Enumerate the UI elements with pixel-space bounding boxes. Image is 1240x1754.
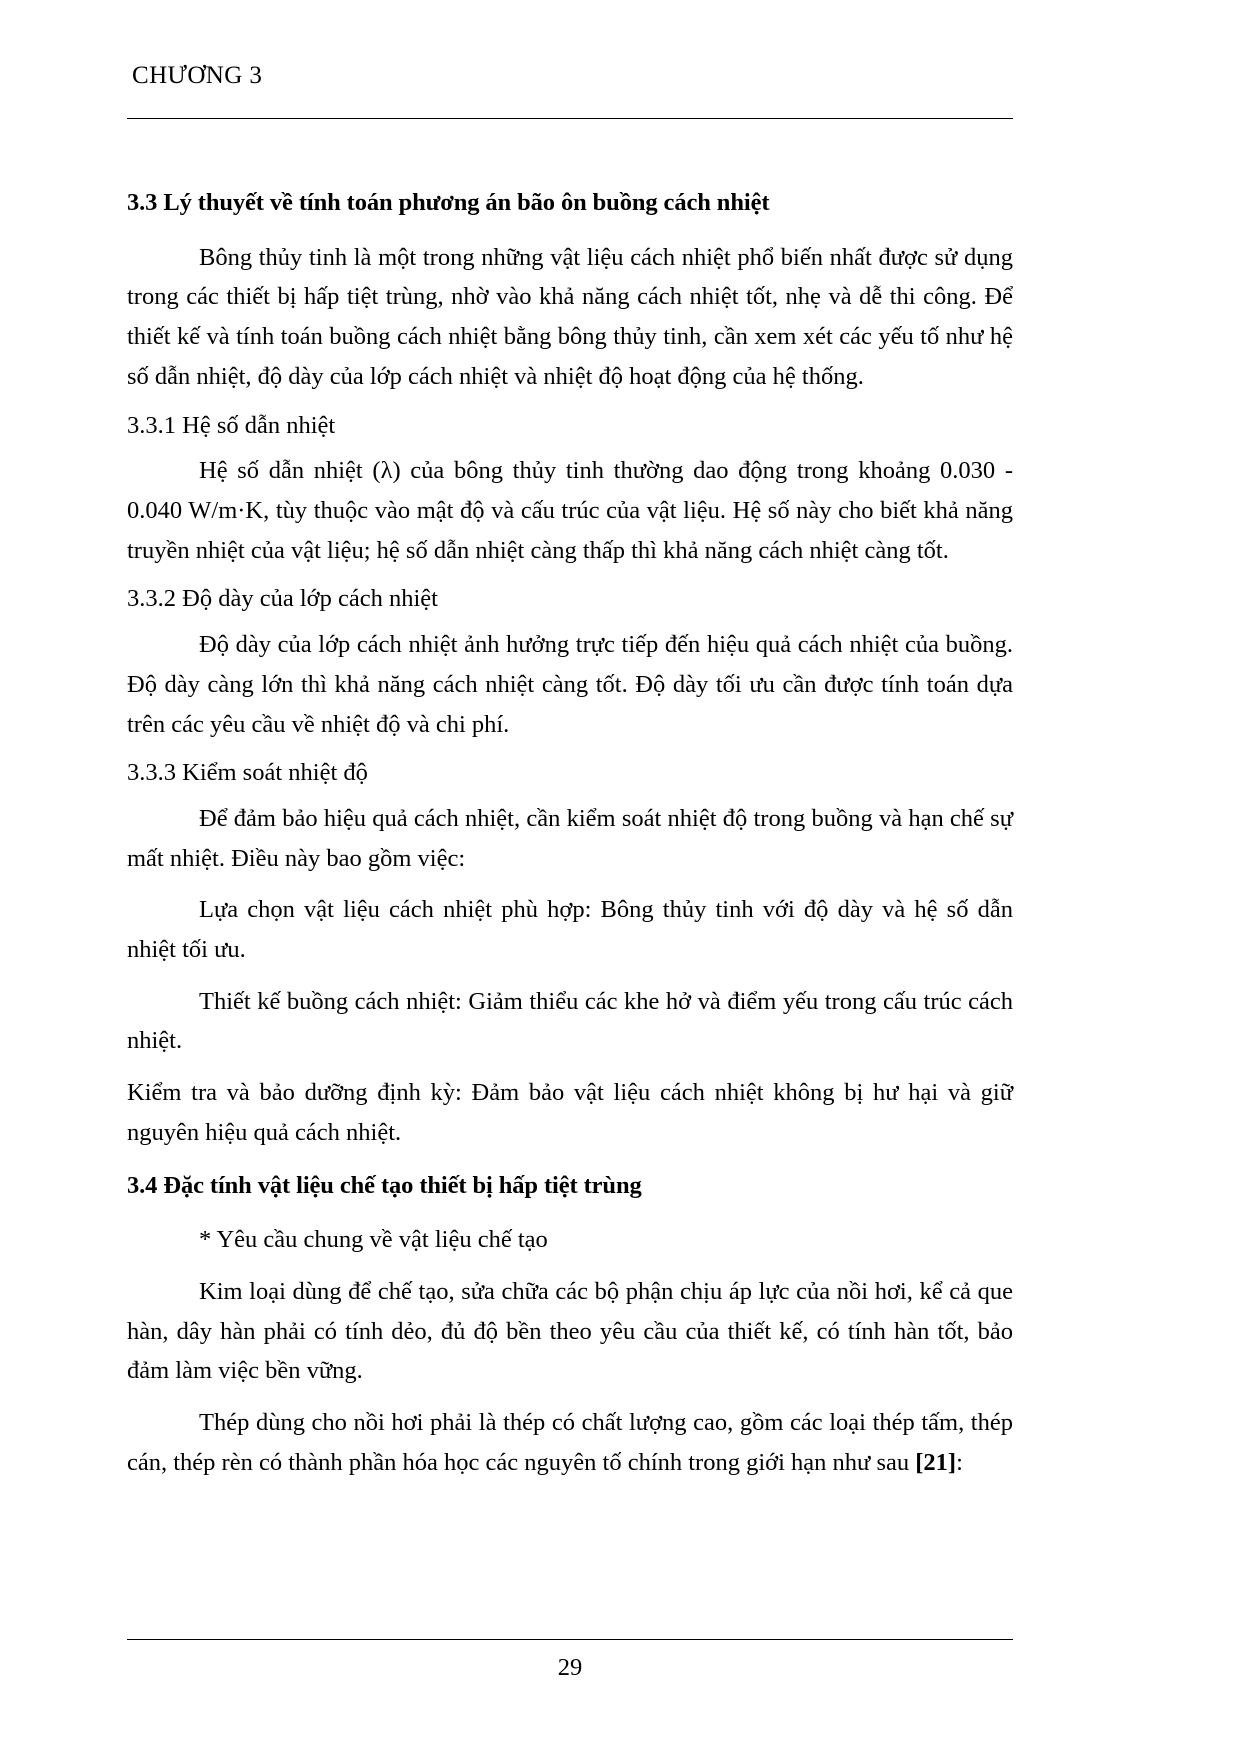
paragraph-control-item-maintenance: Kiểm tra và bảo dưỡng định kỳ: Đảm bảo vật liệu cách nhiệt không bị hư hại và giữ nguyên hiệu quả cách nhiệt. (127, 1079, 1013, 1146)
page-content (127, 0, 1013, 1754)
body-text-block (127, 186, 1013, 1489)
running-header-chapter: CHƯƠNG 3 (132, 62, 263, 89)
paragraph-section-3-3-1: Hệ số dẫn nhiệt (λ) của bông thủy tinh thường dao động trong khoảng 0.030 - 0.040 W/m·K, tùy thuộc vào mật độ và cấu trúc của vật liệu. Hệ số này cho biết khả năng truyền nhiệt của vật liệu; hệ số dẫn nhiệt càng thấp thì khả năng cách nhiệt càng tốt. (127, 457, 1013, 564)
paragraph-section-3-3-intro: Bông thủy tinh là một trong những vật liệu cách nhiệt phổ biến nhất được sử dụng trong các thiết bị hấp tiệt trùng, nhờ vào khả năng cách nhiệt tốt, nhẹ và dễ thi công. Để thiết kế và tính toán buồng cách nhiệt bằng bông thủy tinh, cần xem xét các yếu tố như hệ số dẫn nhiệt, độ dày của lớp cách nhiệt và nhiệt độ hoạt động của hệ thống. (127, 243, 1013, 390)
paragraph-section-3-4-subnote: * Yêu cầu chung về vật liệu chế tạo (199, 1226, 548, 1254)
heading-section-3-3: 3.3 Lý thuyết về tính toán phương án bão ôn buồng cách nhiệt (127, 189, 770, 216)
footer-divider-rule (127, 1639, 1013, 1640)
steel-composition-text-lead: Thép dùng cho nồi hơi phải là thép có chất lượng cao, gồm các loại thép tấm, thép cán, thép rèn có thành phần hóa học các nguyên tố chính trong giới hạn như sau (127, 1409, 1013, 1476)
citation-reference-21: [21] (915, 1448, 957, 1476)
heading-section-3-4: 3.4 Đặc tính vật liệu chế tạo thiết bị hấp tiệt trùng (127, 1171, 642, 1199)
page-number: 29 (557, 1654, 583, 1681)
header-divider-rule (127, 118, 1013, 119)
paragraph-section-3-3-3-intro: Để đảm bảo hiệu quả cách nhiệt, cần kiểm soát nhiệt độ trong buồng và hạn chế sự mất nhiệt. Điều này bao gồm việc: (127, 805, 1013, 872)
paragraph-control-item-material-choice: Lựa chọn vật liệu cách nhiệt phù hợp: Bông thủy tinh với độ dày và hệ số dẫn nhiệt tối ưu. (127, 896, 1013, 964)
paragraph-section-3-4-metal-requirements: Kim loại dùng để chế tạo, sửa chữa các bộ phận chịu áp lực của nồi hơi, kể cả que hàn, dây hàn phải có tính dẻo, đủ độ bền theo yêu cầu của thiết kế, có tính hàn tốt, bảo đảm làm việc bền vững. (127, 1277, 1013, 1385)
heading-section-3-3-3: 3.3.3 Kiểm soát nhiệt độ (127, 759, 368, 787)
steel-composition-text-tail: : (956, 1448, 963, 1476)
heading-section-3-3-2: 3.3.2 Độ dày của lớp cách nhiệt (127, 585, 438, 613)
heading-section-3-3-1: 3.3.1 Hệ số dẫn nhiệt (127, 411, 336, 439)
paragraph-section-3-3-2: Độ dày của lớp cách nhiệt ảnh hưởng trực tiếp đến hiệu quả cách nhiệt của buồng. Độ dày càng lớn thì khả năng cách nhiệt càng tốt. Độ dày tối ưu cần được tính toán dựa trên các yêu cầu về nhiệt độ và chi phí. (127, 631, 1013, 738)
paragraph-section-3-4-steel-composition (127, 1403, 1013, 1482)
paragraph-control-item-chamber-design: Thiết kế buồng cách nhiệt: Giảm thiểu các khe hở và điểm yếu trong cấu trúc cách nhiệt. (127, 987, 1013, 1055)
